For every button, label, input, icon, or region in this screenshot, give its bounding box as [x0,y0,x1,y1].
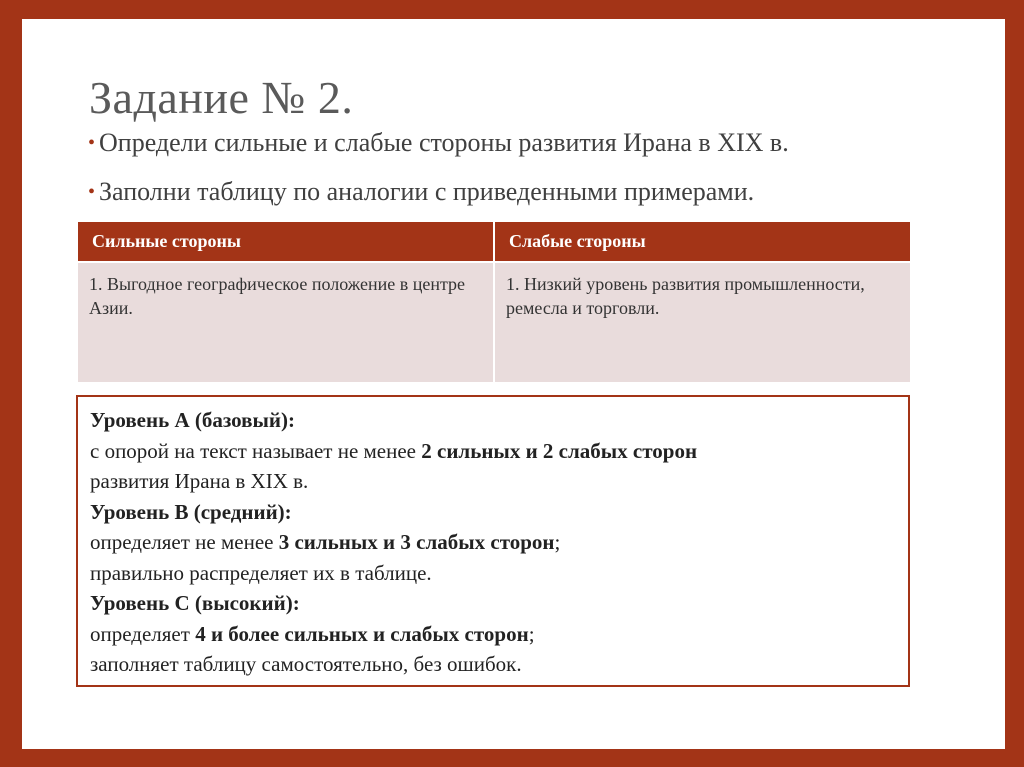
header-strengths: Сильные стороны [78,222,494,262]
level-a-emphasis: 2 сильных и 2 слабых сторон [421,438,698,463]
level-b-title: Уровень В (средний): [90,499,292,524]
task-bullet-list [88,128,789,226]
level-b-line2: правильно распределяет их в таблице. [90,560,432,585]
table-header-row [78,222,911,262]
strengths-weaknesses-table [78,222,912,382]
level-a-line1 [90,436,908,467]
level-b-line1 [90,527,908,558]
cell-weakness: 1. Низкий уровень развития промышленности, ремесла и торговли. [494,262,911,382]
bullet-text: Определи сильные и слабые стороны развития Ирана в XIX в. [99,128,789,157]
table-row [78,262,911,382]
level-c-emphasis: 4 и более сильных и слабых сторон [195,621,529,646]
bullet-item [88,177,789,209]
level-c-line1 [90,619,908,650]
level-c-text: определяет [90,621,196,646]
level-b-punct: ; [554,530,561,554]
slide-title: Задание № 2. [89,72,354,123]
level-c-punct: ; [528,621,535,646]
level-a-text: с опорой на текст называет не менее [90,438,422,463]
bullet-item [88,128,789,160]
bullet-text: Заполни таблицу по аналогии с приведенными примерами. [99,177,755,206]
header-weaknesses: Слабые стороны [494,222,911,262]
level-b-emphasis: 3 сильных и 3 слабых сторон [278,530,555,554]
level-c-title: Уровень С (высокий): [90,591,300,615]
level-b-text: определяет не менее [90,530,279,554]
level-a-line2: развития Ирана в XIX в. [90,469,309,493]
level-a-title: Уровень А (базовый): [90,408,295,432]
cell-strength: 1. Выгодное географическое положение в центре Азии. [78,262,494,382]
slide [22,19,1005,749]
bullet-dot-icon: • [88,181,96,203]
assessment-criteria-box [76,395,910,687]
level-c-line2: заполняет таблицу самостоятельно, без ошибок. [90,652,522,676]
bullet-dot-icon: • [88,132,96,154]
